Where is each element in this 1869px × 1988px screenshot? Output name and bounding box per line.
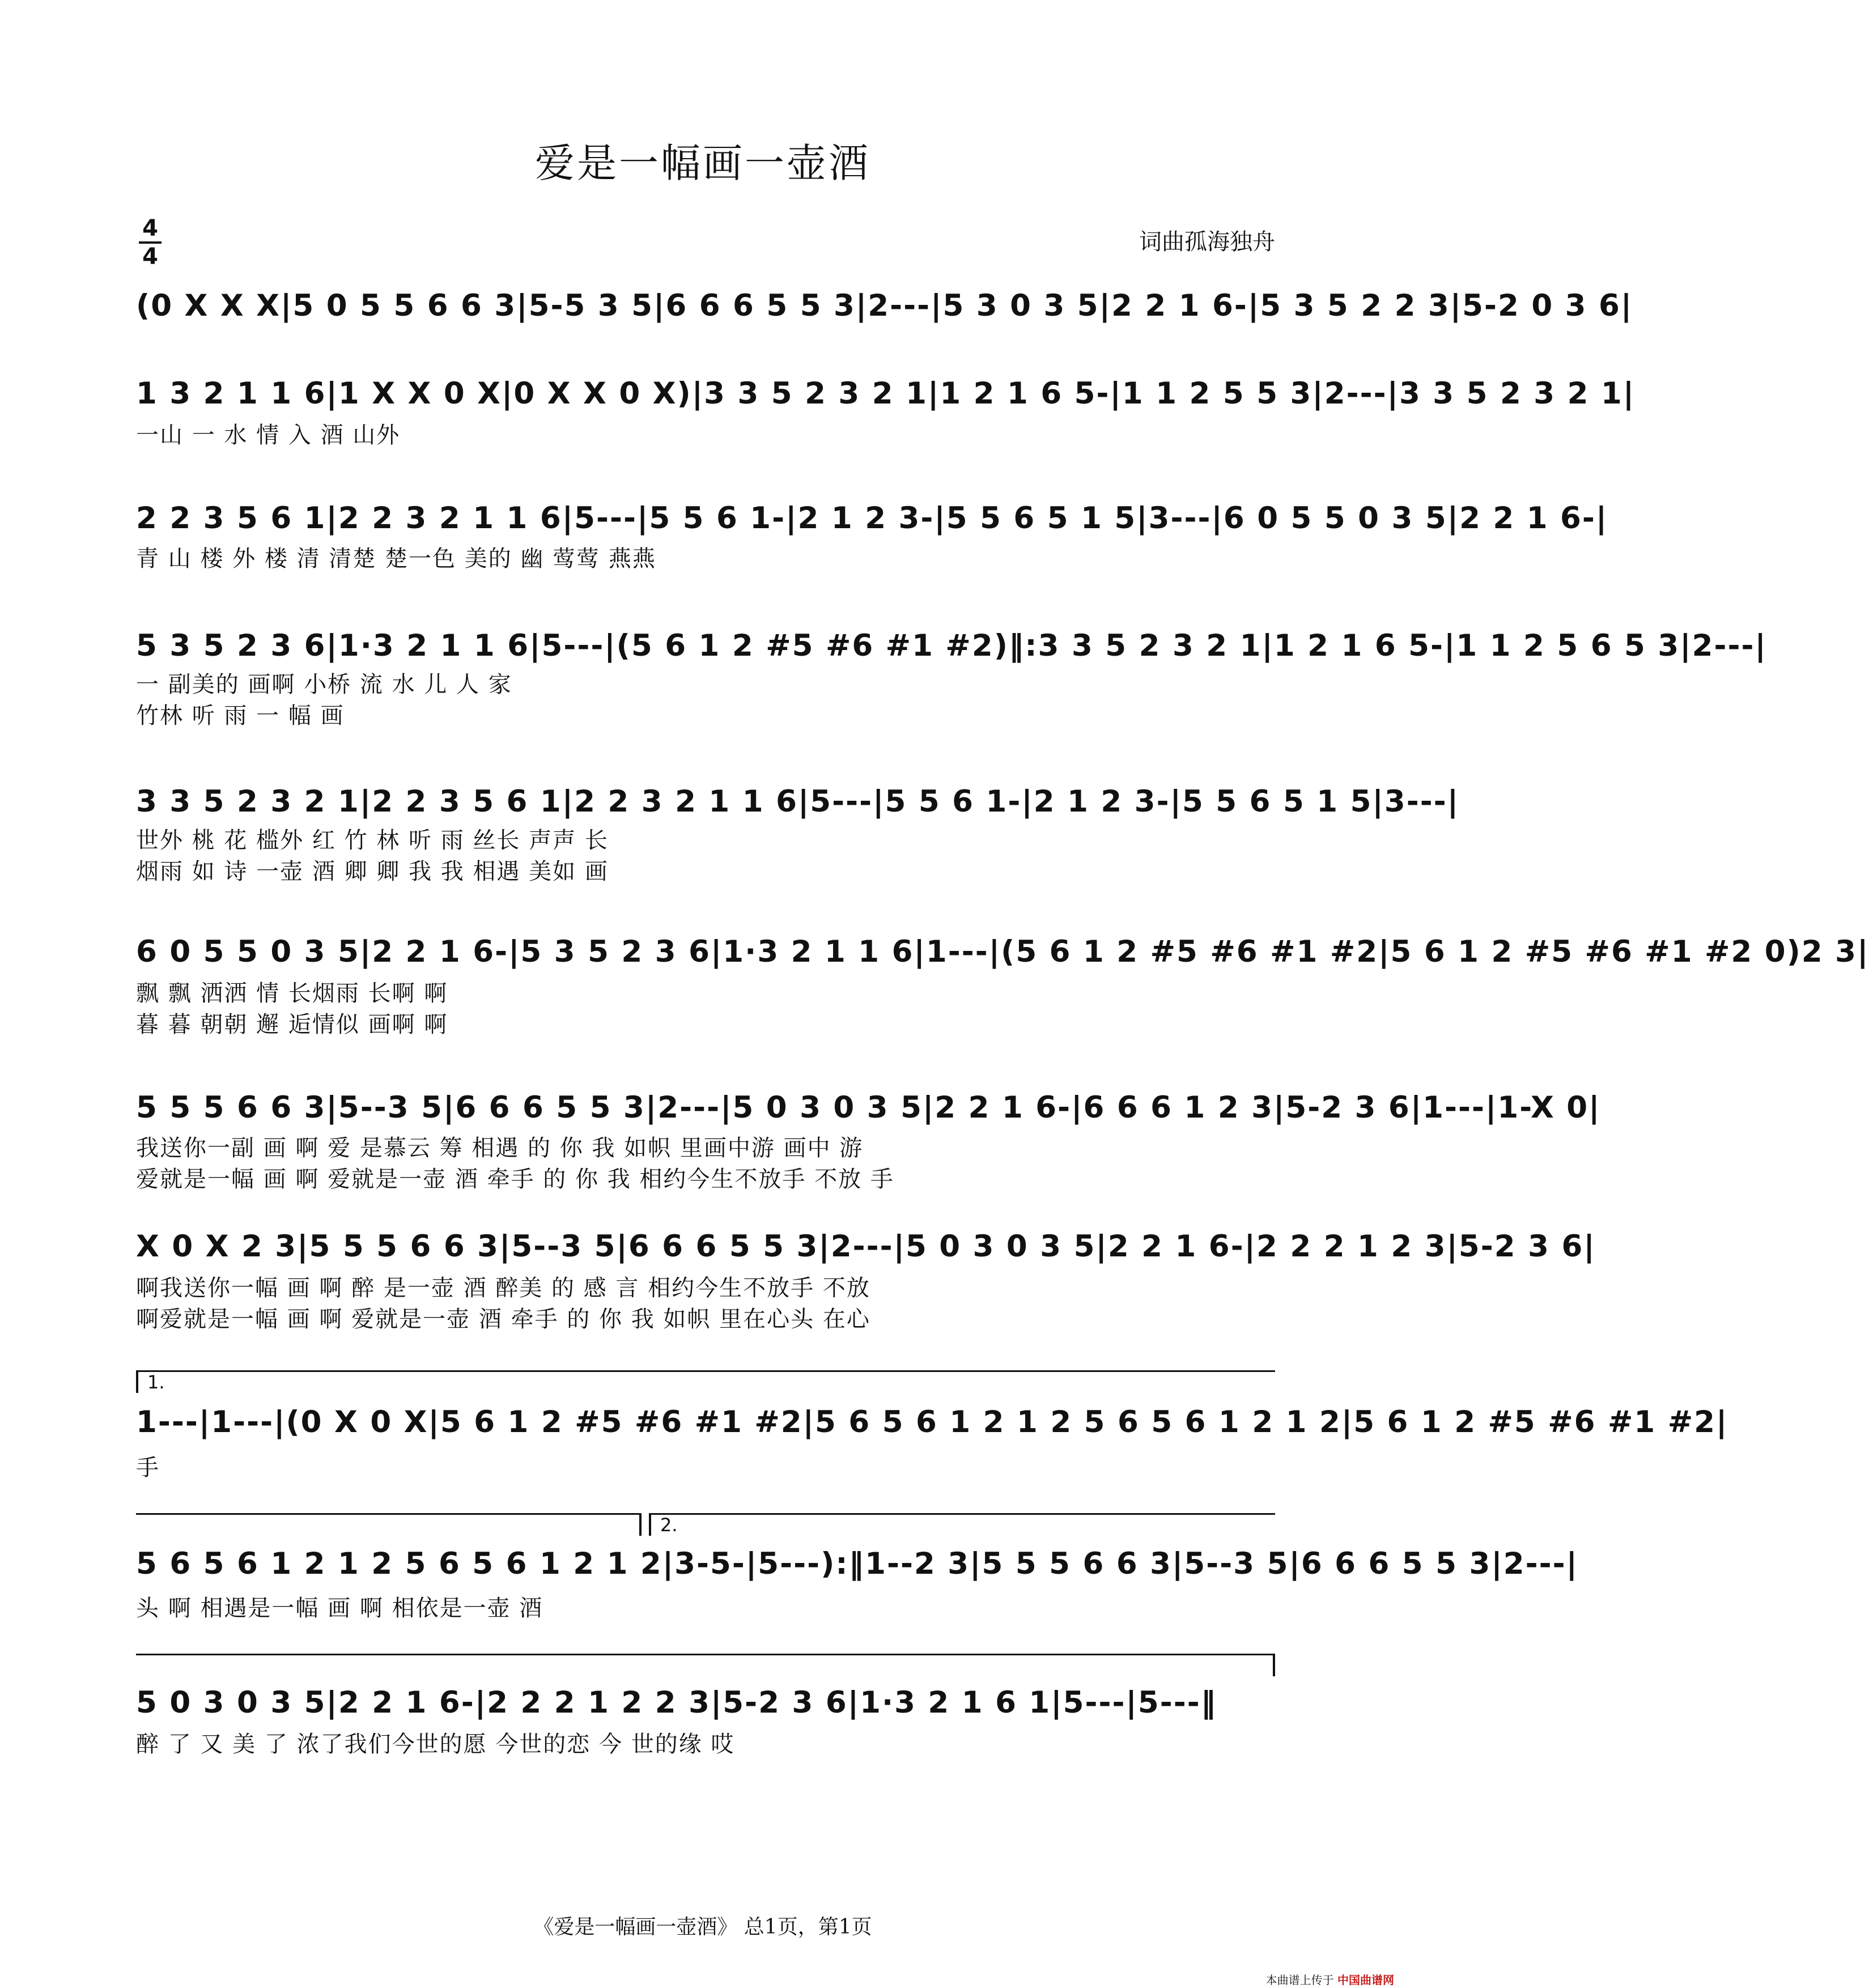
page-title: 爱是一幅画一壶酒: [535, 140, 870, 186]
volta-2-hook: [649, 1513, 651, 1536]
meter-top: 4: [142, 215, 158, 241]
lyric-line-4a: 一 副美的 画啊 小桥 流 水 儿 人 家: [136, 672, 512, 698]
notation-line-7: 5 5 5 6 6 3|5--3 5|6 6 6 5 5 3|2---|5 0 3 0 3 5|2 2 1 6-|6 6 6 1 2 3|5-2 3 6|1---|1-X 0|: [136, 1090, 1601, 1125]
notation-line-2: 1 3 2 1 1 6|1 X X 0 X|0 X X 0 X)|3 3 5 2 3 2 1|1 2 1 6 5-|1 1 2 5 5 3|2---|3 3 5 2 3 2 1|: [136, 376, 1636, 411]
meter-bottom: 4: [142, 244, 158, 270]
lyric-line-6b: 暮 暮 朝朝 邂 逅情似 画啊 啊: [136, 1012, 448, 1038]
time-signature: [139, 216, 162, 269]
notation-line-11: 5 0 3 0 3 5|2 2 1 6-|2 2 2 1 2 2 3|5-2 3 6|1·3 2 1 6 1|5---|5---‖: [136, 1685, 1217, 1720]
notation-line-8: X 0 X 2 3|5 5 5 6 6 3|5--3 5|6 6 6 5 5 3|2---|5 0 3 0 3 5|2 2 1 6-|2 2 2 1 2 3|5-2 3 6|: [136, 1229, 1596, 1264]
volta-1-label: 1.: [147, 1371, 165, 1393]
notation-line-10: 5 6 5 6 1 2 1 2 5 6 5 6 1 2 1 2|3-5-|5---):‖1--2 3|5 5 5 6 6 3|5--3 5|6 6 6 5 5 3|2---|: [136, 1547, 1578, 1581]
volta-1-bracket-continued: [136, 1513, 640, 1515]
lyric-line-9a: 手: [136, 1455, 160, 1481]
lyric-line-7a: 我送你一副 画 啊 爱 是慕云 筹 相遇 的 你 我 如帜 里画中游 画中 游: [136, 1135, 864, 1161]
volta-1-hook: [136, 1370, 138, 1393]
volta-2-bracket: [649, 1513, 1275, 1515]
notation-line-4: 5 3 5 2 3 6|1·3 2 1 1 6|5---|(5 6 1 2 #5 #6 #1 #2)‖:3 3 5 2 3 2 1|1 2 1 6 5-|1 1 2 5 6 5 3|2---|: [136, 628, 1767, 663]
lyric-line-10a: 头 啊 相遇是一幅 画 啊 相依是一壶 酒: [136, 1595, 543, 1621]
lyric-line-5a: 世外 桃 花 槛外 红 竹 林 听 雨 丝长 声声 长: [136, 827, 609, 853]
watermark-prefix: 本曲谱上传于: [1265, 1973, 1334, 1987]
volta-2-end-hook: [1273, 1654, 1275, 1676]
volta-1-bracket: [136, 1370, 1275, 1372]
notation-line-1: (0 X X X|5 0 5 5 6 6 3|5-5 3 5|6 6 6 5 5 3|2---|5 3 0 3 5|2 2 1 6-|5 3 5 2 2 3|5-2 0 3 6|: [136, 288, 1633, 323]
volta-2-label: 2.: [660, 1514, 678, 1536]
lyric-line-8a: 啊我送你一幅 画 啊 醉 是一壶 酒 醉美 的 感 言 相约今生不放手 不放: [136, 1275, 870, 1301]
notation-line-3: 2 2 3 5 6 1|2 2 3 2 1 1 6|5---|5 5 6 1-|2 1 2 3-|5 5 6 5 1 5|3---|6 0 5 5 0 3 5|2 2 1 6-|: [136, 501, 1608, 536]
lyric-line-6a: 飘 飘 洒洒 情 长烟雨 长啊 啊: [136, 980, 448, 1006]
lyric-line-7b: 爱就是一幅 画 啊 爱就是一壶 酒 牵手 的 你 我 相约今生不放手 不放 手: [136, 1166, 894, 1192]
lyric-line-8b: 啊爱就是一幅 画 啊 爱就是一壶 酒 牵手 的 你 我 如帜 里在心头 在心: [136, 1306, 870, 1332]
notation-line-6: 6 0 5 5 0 3 5|2 2 1 6-|5 3 5 2 3 6|1·3 2 1 1 6|1---|(5 6 1 2 #5 #6 #1 #2|5 6 1 2 #5 #6 #1 #2 0)2 3|: [136, 934, 1869, 969]
source-watermark: [1266, 1971, 1394, 1987]
page-footer: 《爱是一幅画一壶酒》 总1页，第1页: [533, 1915, 872, 1939]
author-credit: 词曲孤海独舟: [1139, 229, 1275, 255]
lyric-line-2a: 一山 一 水 情 入 酒 山外: [136, 422, 401, 448]
lyric-line-5b: 烟雨 如 诗 一壶 酒 卿 卿 我 我 相遇 美如 画: [136, 859, 609, 885]
volta-2-bracket-continued: [136, 1654, 1275, 1655]
notation-line-5: 3 3 5 2 3 2 1|2 2 3 5 6 1|2 2 3 2 1 1 6|5---|5 5 6 1-|2 1 2 3-|5 5 6 5 1 5|3---|: [136, 784, 1460, 819]
lyric-line-11a: 醉 了 又 美 了 浓了我们今世的愿 今世的恋 今 世的缘 哎: [136, 1731, 735, 1757]
lyric-line-3a: 青 山 楼 外 楼 清 清楚 楚一色 美的 幽 莺莺 燕燕: [136, 546, 656, 572]
lyric-line-4b: 竹林 听 雨 一 幅 画: [136, 703, 345, 729]
watermark-site: 中国曲谱网: [1337, 1973, 1394, 1987]
notation-line-9: 1---|1---|(0 X 0 X|5 6 1 2 #5 #6 #1 #2|5 6 5 6 1 2 1 2 5 6 5 6 1 2 1 2|5 6 1 2 #5 #6 #1 #2|: [136, 1405, 1728, 1439]
volta-1-end-hook: [639, 1513, 642, 1536]
